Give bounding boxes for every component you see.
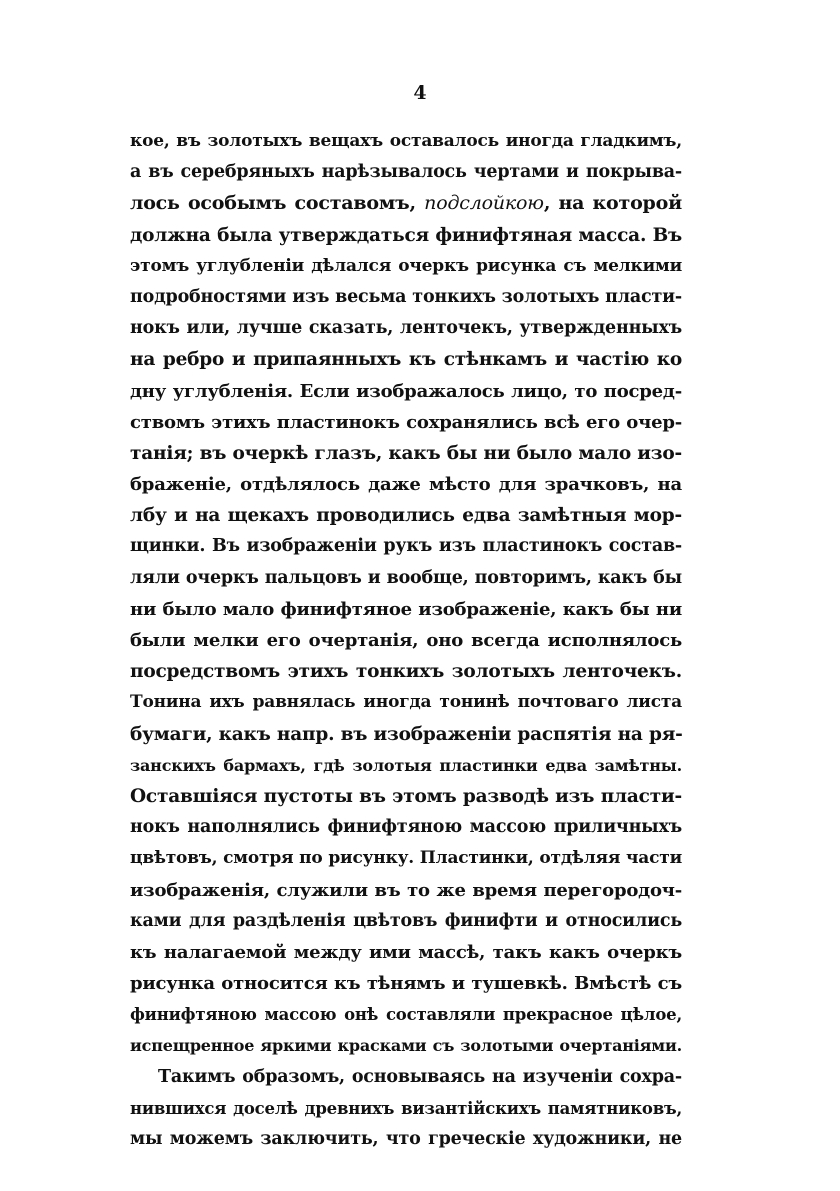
text-line: Тонина ихъ равнялась иногда тонинѣ почтоваго листа — [130, 692, 682, 713]
text-line: финифтяною массою онѣ составляли прекрасное цѣлое, — [130, 1005, 682, 1025]
text-line: этомъ углубленіи дѣлался очеркъ рисунка съ мелкими — [130, 255, 682, 276]
text-line: бумаги, какъ напр. въ изображеніи распятія на ря- — [130, 723, 683, 745]
text-line: браженіе, отдѣлялось даже мѣсто для зрачковъ, на — [130, 474, 682, 496]
text-segment: , на которой — [543, 192, 682, 215]
page-number: 4 — [413, 82, 427, 104]
text-line: кое, въ золотыхъ вещахъ оставалось иногда гладкимъ, — [130, 131, 682, 151]
text-line: нокъ или, лучше сказать, ленточекъ, утвержденныхъ — [130, 318, 682, 339]
text-line: ками для раздѣленія цвѣтовъ финифти и относились — [130, 910, 682, 931]
text-line: къ налагаемой между ими массѣ, такъ какъ очеркъ — [130, 941, 682, 963]
text-line: должна была утверждаться финифтяная масса. Въ — [130, 224, 682, 246]
text-line — [130, 188, 682, 219]
text-line: рисунка относится къ тѣнямъ и тушевкѣ. Вмѣстѣ съ — [130, 973, 682, 995]
text-line: нившихся доселѣ древнихъ византійскихъ памятниковъ, — [130, 1098, 682, 1118]
text-line: мы можемъ заключить, что греческіе художники, не — [130, 1129, 682, 1149]
text-line: цвѣтовъ, смотря по рисунку. Пластинки, отдѣляя части — [130, 848, 682, 869]
text-line: дну углубленія. Если изображалось лицо, то посред- — [130, 380, 682, 402]
text-line: Оставшіяся пустоты въ этомъ разводѣ изъ пласти- — [130, 785, 682, 807]
text-line: Такимъ образомъ, основываясь на изученіи сохра- — [158, 1066, 682, 1087]
text-line: ляли очеркъ пальцовъ и вообще, повторимъ, какъ бы — [130, 567, 682, 588]
text-line: изображенія, служили въ то же время перегородоч- — [130, 879, 682, 901]
text-line: лбу и на щекахъ проводились едва замѣтныя мор- — [130, 505, 682, 527]
text-line: занскихъ бармахъ, гдѣ золотыя пластинки едва замѣтны. — [130, 755, 682, 775]
text-line: на ребро и припаянныхъ къ стѣнкамъ и частію ко — [130, 349, 682, 371]
italic-term: подслойкою — [424, 192, 544, 215]
text-line: подробностями изъ весьма тонкихъ золотыхъ пласти- — [130, 286, 682, 307]
text-line: танія; въ очеркѣ глазъ, какъ бы ни было мало изо- — [130, 442, 682, 464]
text-line: щинки. Въ изображеніи рукъ изъ пластинокъ состав- — [130, 536, 682, 557]
text-line: были мелки его очертанія, оно всегда исполнялось — [130, 630, 682, 651]
text-line: ни было мало финифтяное изображеніе, какъ бы ни — [130, 598, 682, 620]
text-line: а въ серебряныхъ нарѣзывалось чертами и покрыва- — [130, 162, 682, 183]
text-line: ствомъ этихъ пластинокъ сохранялись всѣ его очер- — [130, 411, 682, 433]
body-text — [130, 126, 682, 1155]
text-line: нокъ наполнялись финифтяною массою приличныхъ — [130, 817, 682, 838]
text-line: посредствомъ этихъ тонкихъ золотыхъ ленточекъ. — [130, 661, 682, 683]
text-line: испещренное яркими красками съ золотыми очертаніями. — [130, 1036, 682, 1056]
text-segment: лось особымъ составомъ, — [130, 192, 425, 215]
